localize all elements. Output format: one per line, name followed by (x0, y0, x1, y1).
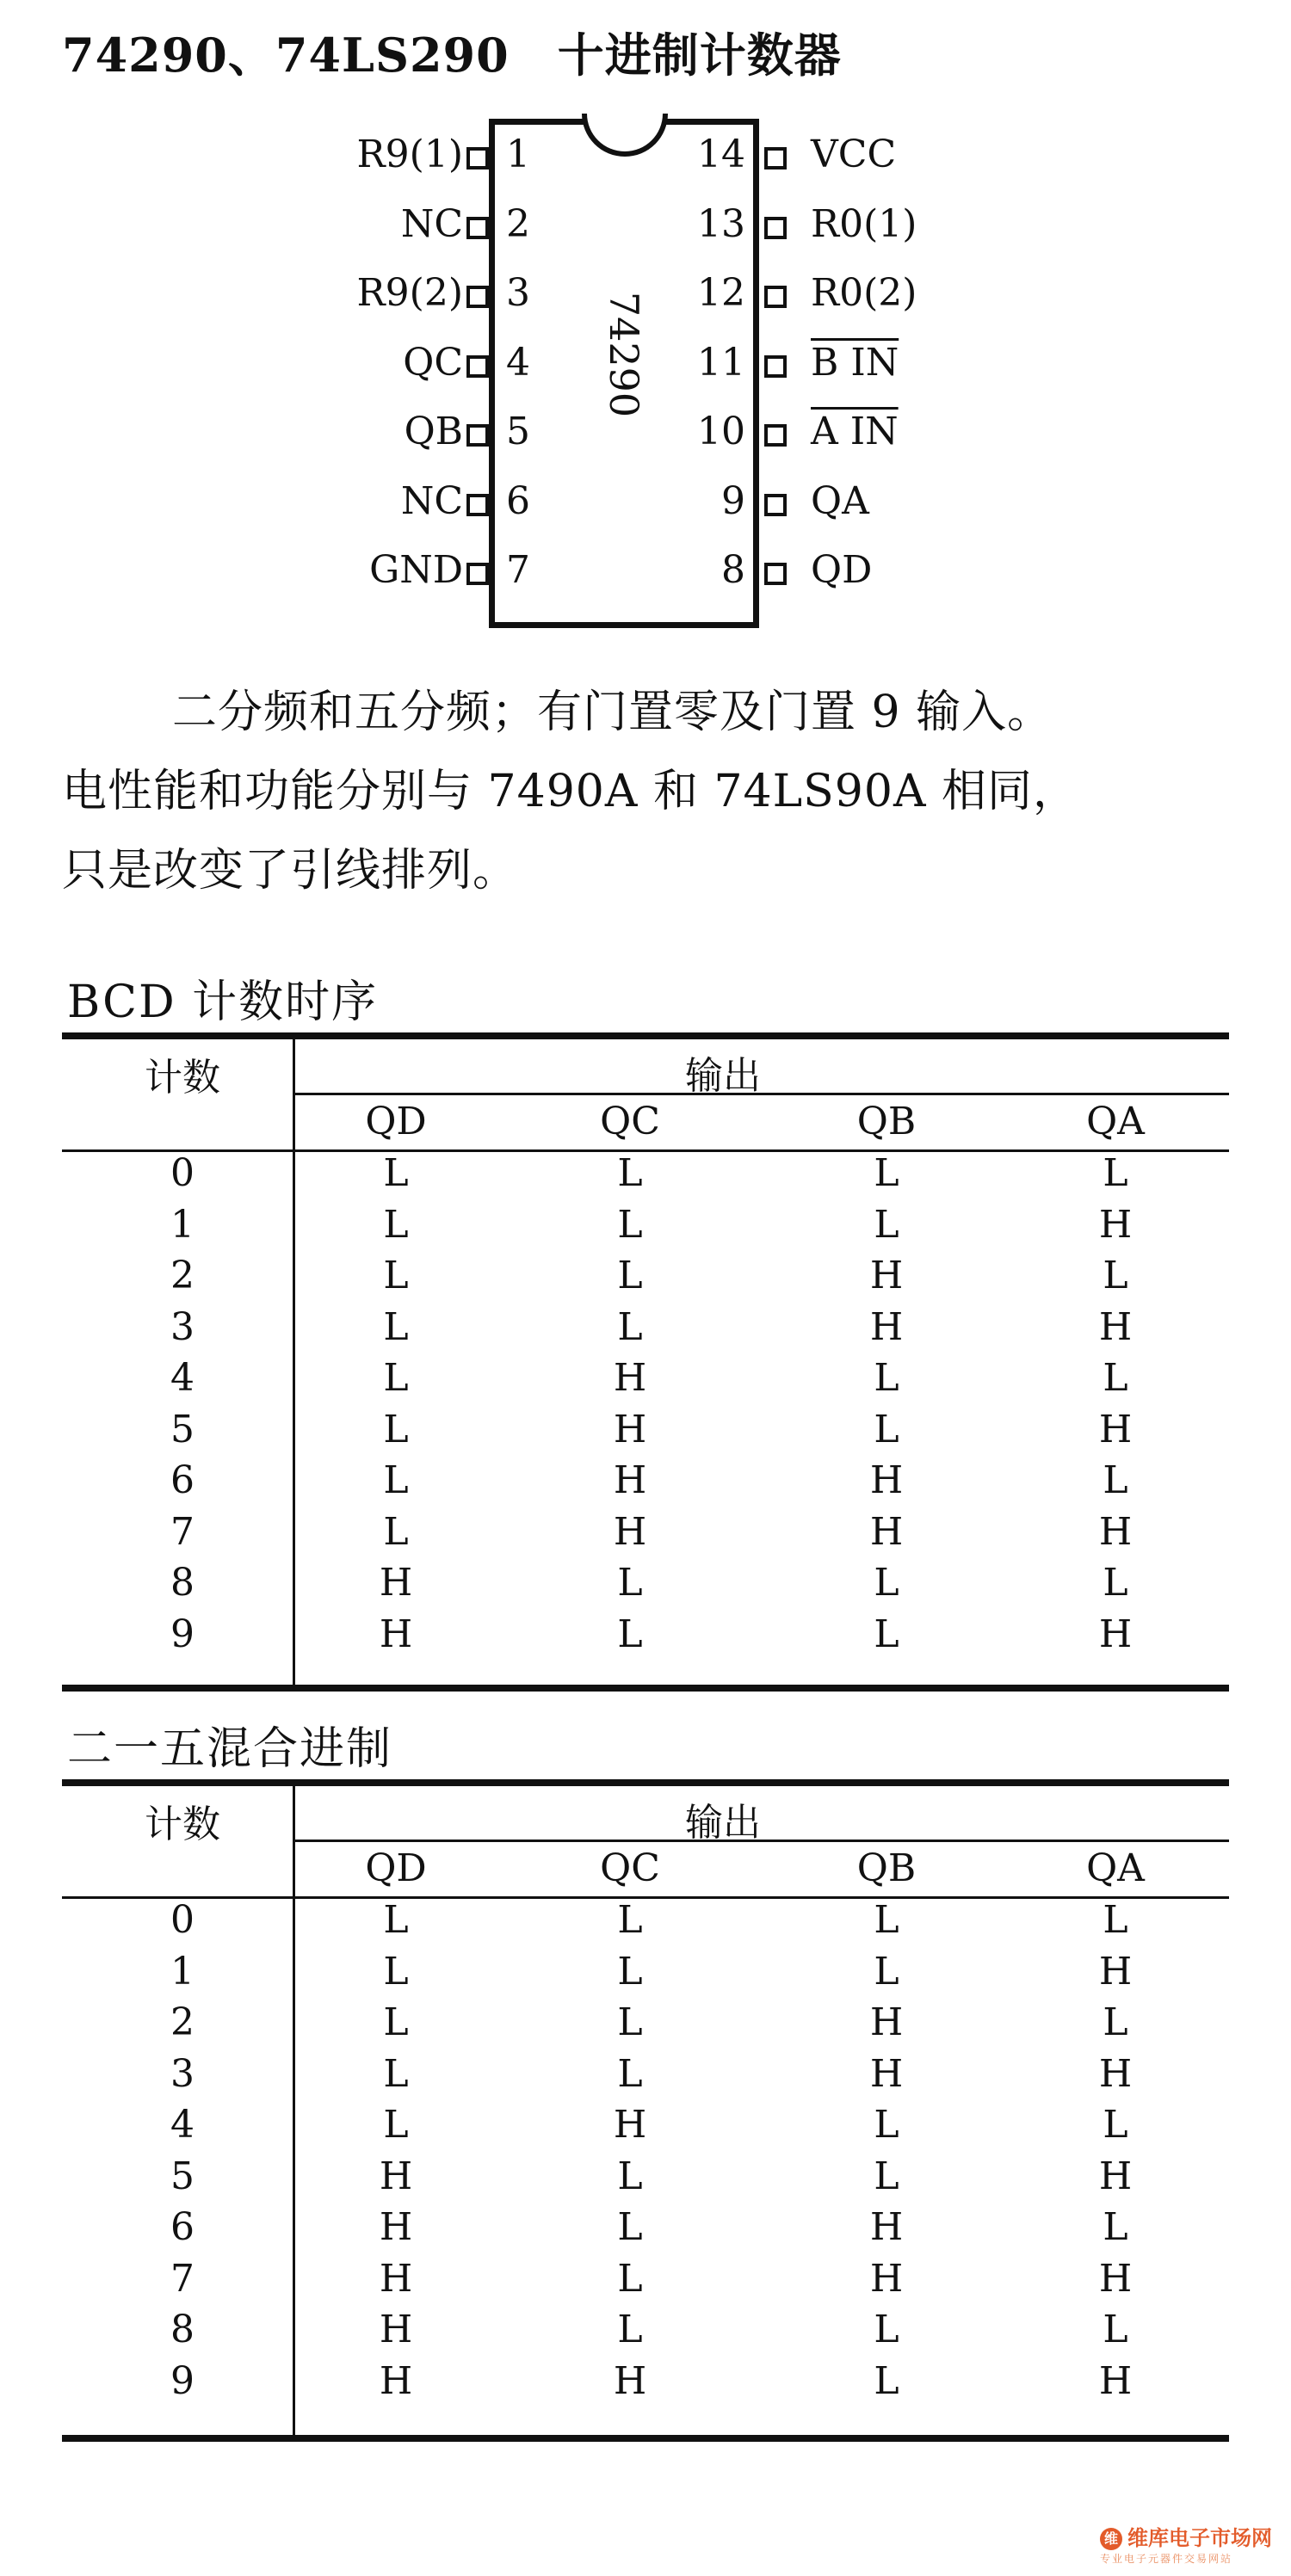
table-top-rule (62, 1032, 1229, 1039)
logic-level-qd: L (383, 1898, 409, 1942)
count-value: 4 (170, 2103, 195, 2147)
logic-level-qb: L (874, 1898, 899, 1942)
description-line-3: 只是改变了引线排列。 (62, 845, 519, 897)
biquinary-section-title: 二一五混合进制 (67, 1723, 393, 1775)
logic-level-qb: H (869, 2000, 904, 2044)
pin-name-left: R9(1) (356, 132, 463, 176)
part-numbers: 74290、74LS290 (62, 28, 510, 83)
pin-pad (466, 424, 489, 447)
count-value: 0 (170, 1898, 195, 1942)
logic-level-qb: L (874, 1612, 899, 1656)
logic-level-qb: L (874, 1151, 899, 1195)
logic-level-qa: H (1098, 2154, 1133, 2198)
pin-number-right: 8 (721, 548, 745, 592)
logic-level-qa: H (1098, 1509, 1133, 1554)
column-header-qd: QD (365, 1100, 427, 1143)
logic-level-qc: H (613, 1509, 647, 1554)
count-value: 2 (170, 1254, 195, 1297)
pin-pad (466, 494, 489, 516)
pin-pad (764, 147, 787, 169)
watermark (1100, 2521, 1272, 2566)
logic-level-qd: H (379, 1612, 413, 1656)
logic-level-qc: L (617, 1254, 643, 1297)
logic-level-qc: L (617, 2205, 643, 2249)
logic-level-qd: L (383, 1304, 409, 1349)
logic-level-qa: L (1103, 1356, 1128, 1400)
logic-level-qd: H (379, 2154, 413, 2198)
logic-level-qd: L (383, 1407, 409, 1451)
logic-level-qc: L (617, 1151, 643, 1195)
logic-level-qa: L (1103, 2103, 1128, 2147)
table-top-rule (62, 1779, 1229, 1786)
watermark-logo-icon: 维 (1100, 2528, 1122, 2550)
bcd-section-title: BCD 计数时序 (67, 977, 379, 1028)
count-header: 计数 (145, 1803, 220, 1846)
pin-number-left: 1 (506, 132, 530, 176)
logic-level-qd: L (383, 1202, 409, 1247)
watermark-subtext: 专业电子元器件交易网站 (1100, 2553, 1233, 2565)
logic-level-qc: H (613, 1407, 647, 1451)
pin-pad (466, 563, 489, 585)
pin-pad (764, 563, 787, 585)
logic-level-qd: L (383, 1356, 409, 1400)
logic-level-qa: L (1103, 2308, 1128, 2351)
logic-level-qd: H (379, 2205, 413, 2249)
pin-number-right: 11 (697, 340, 745, 385)
logic-level-qa: L (1103, 1458, 1128, 1502)
logic-level-qb: L (874, 1407, 899, 1451)
column-header-qc: QC (600, 1846, 660, 1890)
biquinary-count-table (62, 1779, 1229, 2442)
logic-level-qb: L (874, 2154, 899, 2198)
logic-level-qd: L (383, 1509, 409, 1554)
logic-level-qc: L (617, 2256, 643, 2301)
count-value: 7 (170, 1509, 195, 1554)
pin-name-right-active-low: B IN (811, 340, 899, 385)
output-header: 输出 (685, 1801, 761, 1845)
logic-level-qc: L (617, 2051, 643, 2096)
count-value: 6 (170, 2205, 195, 2249)
bcd-count-table (62, 1032, 1229, 1692)
logic-level-qa: H (1098, 1407, 1133, 1451)
count-value: 3 (170, 2051, 195, 2096)
table-bottom-rule (62, 1685, 1229, 1692)
count-column-divider (293, 1786, 295, 2442)
logic-level-qc: L (617, 2000, 643, 2044)
pin-number-left: 3 (506, 271, 530, 315)
pin-pad (466, 286, 489, 308)
column-header-qc: QC (600, 1100, 660, 1143)
logic-level-qb: L (874, 1356, 899, 1400)
column-header-qb: QB (856, 1846, 917, 1890)
count-value: 1 (170, 1202, 195, 1247)
logic-level-qa: H (1098, 2358, 1133, 2403)
logic-level-qc: H (613, 2103, 647, 2147)
logic-level-qc: L (617, 1612, 643, 1656)
description (62, 673, 1258, 910)
logic-level-qb: H (869, 2205, 904, 2249)
pin-pad (764, 286, 787, 308)
logic-level-qa: H (1098, 2256, 1133, 2301)
logic-level-qd: L (383, 2103, 409, 2147)
logic-level-qc: L (617, 1304, 643, 1349)
pin-name-left: QB (404, 410, 463, 453)
logic-level-qc: H (613, 1458, 647, 1502)
logic-level-qd: L (383, 2000, 409, 2044)
pin-number-left: 6 (506, 478, 530, 523)
logic-level-qb: L (874, 2358, 899, 2403)
logic-level-qa: H (1098, 1612, 1133, 1656)
pin-number-left: 5 (506, 410, 530, 453)
count-value: 9 (170, 2358, 195, 2403)
pin-name-right: R0(1) (811, 201, 917, 246)
table-bottom-rule (62, 2435, 1229, 2442)
pin-name-right: R0(2) (811, 271, 917, 315)
pin-number-right: 13 (697, 201, 745, 246)
pin-name-right: VCC (811, 132, 897, 176)
count-value: 2 (170, 2000, 195, 2044)
column-header-qd: QD (365, 1846, 427, 1890)
count-header: 计数 (145, 1056, 220, 1100)
logic-level-qd: H (379, 2358, 413, 2403)
logic-level-qb: H (869, 1304, 904, 1349)
logic-level-qd: L (383, 2051, 409, 2096)
count-value: 6 (170, 1458, 195, 1502)
column-header-qa: QA (1086, 1846, 1145, 1890)
description-line-2: 电性能和功能分别与 7490A 和 74LS90A 相同， (62, 766, 1079, 817)
logic-level-qc: H (613, 2358, 647, 2403)
logic-level-qa: H (1098, 1949, 1133, 1994)
count-column-divider (293, 1039, 295, 1692)
pin-number-left: 2 (506, 201, 530, 246)
logic-level-qa: L (1103, 1254, 1128, 1297)
logic-level-qa: L (1103, 1561, 1128, 1605)
logic-level-qd: H (379, 2308, 413, 2351)
count-value: 0 (170, 1151, 195, 1195)
logic-level-qc: H (613, 1356, 647, 1400)
logic-level-qa: H (1098, 1304, 1133, 1349)
device-name: 十进制计数器 (557, 28, 842, 83)
pin-number-right: 12 (697, 271, 745, 315)
pin-pad (764, 217, 787, 239)
logic-level-qa: L (1103, 2205, 1128, 2249)
count-value: 8 (170, 2308, 195, 2351)
column-header-qb: QB (856, 1100, 917, 1143)
pin-name-left: QC (403, 340, 463, 385)
logic-level-qd: L (383, 1151, 409, 1195)
pin-pad (764, 494, 787, 516)
count-value: 5 (170, 1407, 195, 1451)
pin-number-left: 4 (506, 340, 530, 385)
logic-level-qb: L (874, 1561, 899, 1605)
pin-pad (466, 355, 489, 378)
count-value: 4 (170, 1356, 195, 1400)
logic-level-qa: H (1098, 1202, 1133, 1247)
pin-pad (764, 424, 787, 447)
output-header: 输出 (685, 1054, 761, 1098)
logic-level-qc: L (617, 2154, 643, 2198)
count-value: 9 (170, 1612, 195, 1656)
pin-number-right: 10 (697, 410, 745, 453)
page-title (62, 19, 842, 85)
logic-level-qb: H (869, 2256, 904, 2301)
logic-level-qa: L (1103, 2000, 1128, 2044)
pin-name-left: NC (400, 201, 463, 246)
logic-level-qb: L (874, 2103, 899, 2147)
pin-number-right: 9 (721, 478, 745, 523)
logic-level-qc: L (617, 2308, 643, 2351)
pin-name-left: NC (400, 478, 463, 523)
logic-level-qb: L (874, 2308, 899, 2351)
description-line-1: 二分频和五分频；有门置零及门置 9 输入。 (172, 687, 1053, 738)
pin-number-left: 7 (506, 548, 530, 592)
pin-pad (764, 355, 787, 378)
pin-name-left: R9(2) (356, 271, 463, 315)
logic-level-qc: L (617, 1561, 643, 1605)
pin-name-right: QD (811, 548, 873, 592)
column-header-qa: QA (1086, 1100, 1145, 1143)
pin-name-right-active-low: A IN (811, 410, 899, 453)
logic-level-qc: L (617, 1949, 643, 1994)
logic-level-qb: L (874, 1202, 899, 1247)
logic-level-qd: H (379, 2256, 413, 2301)
watermark-text: 维库电子市场网 (1127, 2526, 1272, 2550)
pin-pad (466, 147, 489, 169)
logic-level-qc: L (617, 1202, 643, 1247)
pin-number-right: 14 (697, 132, 745, 176)
pin-pad (466, 217, 489, 239)
count-value: 5 (170, 2154, 195, 2198)
logic-level-qb: H (869, 1509, 904, 1554)
count-value: 3 (170, 1304, 195, 1349)
chip-label: 74290 (601, 291, 647, 418)
pin-name-left: GND (369, 548, 463, 592)
logic-level-qd: H (379, 1561, 413, 1605)
pin-name-right: QA (811, 478, 869, 523)
logic-level-qb: H (869, 1458, 904, 1502)
logic-level-qa: L (1103, 1898, 1128, 1942)
count-value: 7 (170, 2256, 195, 2301)
logic-level-qb: H (869, 2051, 904, 2096)
count-value: 8 (170, 1561, 195, 1605)
logic-level-qb: L (874, 1949, 899, 1994)
logic-level-qd: L (383, 1458, 409, 1502)
logic-level-qa: H (1098, 2051, 1133, 2096)
logic-level-qa: L (1103, 1151, 1128, 1195)
logic-level-qc: L (617, 1898, 643, 1942)
logic-level-qb: H (869, 1254, 904, 1297)
logic-level-qd: L (383, 1949, 409, 1994)
count-value: 1 (170, 1949, 195, 1994)
logic-level-qd: L (383, 1254, 409, 1297)
